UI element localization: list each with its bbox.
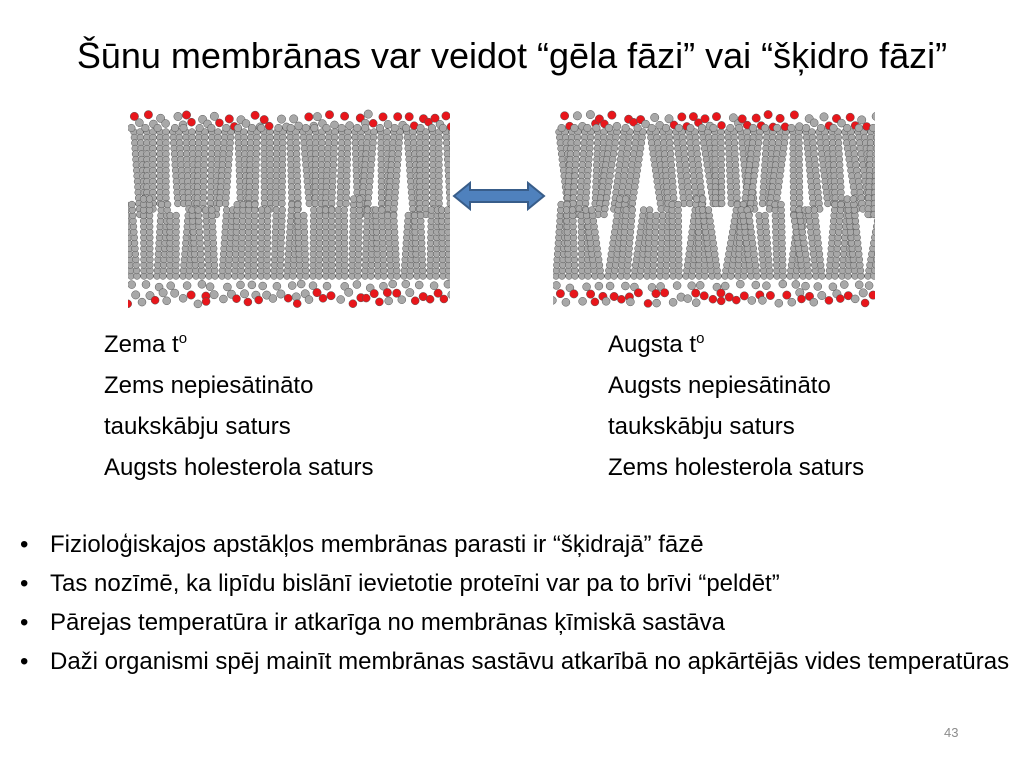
bullet-text: Fizioloģiskajos apstākļos membrānas parasti ir “šķidrajā” fāzē — [50, 531, 704, 558]
gel-temp-degree: o — [178, 330, 188, 347]
gel-temp-line — [104, 324, 373, 365]
bullet-list — [20, 530, 1020, 686]
bullet-icon: • — [20, 648, 29, 675]
gel-fatty-acid-line: taukskābju saturs — [104, 413, 291, 440]
gel-unsaturated-line: Zems nepiesātināto — [104, 372, 314, 399]
bullet-text: Daži organismi spēj mainīt membrānas sastāvu atkarībā no apkārtējās vides temperatūras — [50, 648, 1010, 675]
bullet-icon: • — [20, 531, 29, 558]
fluid-cholesterol-line: Zems holesterola saturs — [608, 454, 865, 481]
gel-cholesterol-line: Augsts holesterola saturs — [104, 454, 374, 481]
bullet-icon: • — [20, 570, 29, 597]
gel-phase-membrane-image — [128, 102, 450, 310]
fluid-temp-degree: o — [696, 330, 705, 347]
fluid-phase-membrane-image — [553, 102, 875, 310]
slide-title: Šūnu membrānas var veidot “gēla fāzi” vai “šķidro fāzi” — [76, 35, 948, 76]
gel-phase-conditions — [104, 324, 373, 488]
fluid-phase-conditions — [608, 324, 864, 488]
bullet-item — [20, 647, 1020, 676]
bullet-icon: • — [20, 609, 29, 636]
fluid-fatty-acid-line: taukskābju saturs — [608, 413, 795, 440]
page-number: 43 — [944, 725, 959, 740]
double-arrow-icon — [452, 180, 546, 212]
lipid-bilayer-gel-image — [128, 102, 450, 310]
bullet-text: Tas nozīmē, ka lipīdu bislānī ievietotie proteīni var pa to brīvi “peldēt” — [50, 570, 780, 597]
lipid-bilayer-fluid-image — [553, 102, 875, 310]
bullet-item — [20, 569, 1020, 598]
bullet-item — [20, 530, 1020, 559]
fluid-temp-line — [608, 324, 864, 365]
bullet-text: Pārejas temperatūra ir atkarīga no membrānas ķīmiskā sastāva — [50, 609, 725, 636]
fluid-temp-label: Augsta t — [608, 331, 697, 358]
gel-temp-label: Zema t — [104, 331, 179, 358]
bullet-item — [20, 608, 1020, 637]
fluid-unsaturated-line: Augsts nepiesātināto — [608, 372, 831, 399]
